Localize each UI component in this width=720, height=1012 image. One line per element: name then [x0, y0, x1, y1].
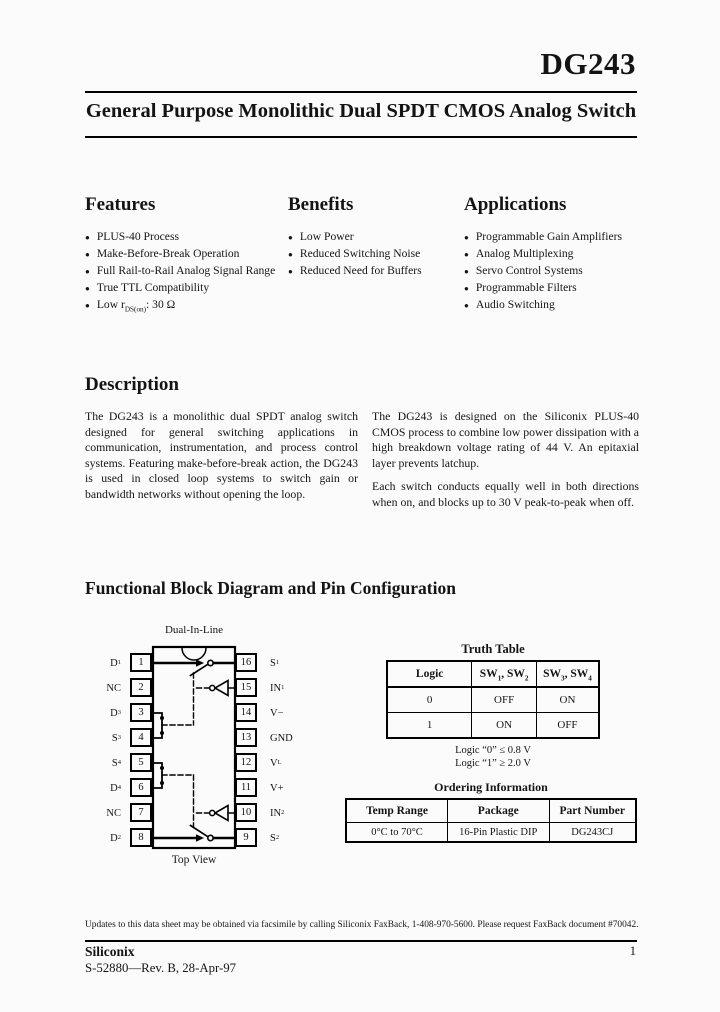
- table-header-cell: Logic: [387, 661, 472, 687]
- table-header-cell: $SW_3$, $SW_4$: [536, 661, 599, 687]
- pin-label: V+: [270, 782, 284, 794]
- bullet-icon: ●: [464, 284, 469, 293]
- bullet-item-label: Analog Multiplexing: [475, 247, 574, 260]
- pin-labels-right: [270, 653, 300, 853]
- pin-box: 12: [235, 753, 257, 772]
- bullet-item: [288, 263, 460, 280]
- pin-label: D 1: [110, 657, 121, 669]
- pin-label: S 1: [270, 657, 280, 669]
- pin-label: S 3: [111, 732, 121, 744]
- table-header-row: [346, 799, 636, 823]
- pin-labels-left: [100, 653, 121, 853]
- ordering-information-table: [345, 798, 637, 843]
- inverter-1-icon: [194, 681, 236, 696]
- pin-box: 10: [235, 803, 257, 822]
- pin-label: IN 1: [270, 682, 285, 694]
- bullet-icon: ●: [288, 233, 293, 242]
- truth-table-title: Truth Table: [461, 642, 525, 656]
- bullet-icon: ●: [464, 233, 469, 242]
- table-header-cell: Package: [448, 799, 550, 823]
- table-cell: OFF: [472, 687, 537, 713]
- bullet-icon: ●: [85, 301, 90, 310]
- features-list: [85, 229, 285, 314]
- pin-label: V L: [270, 757, 282, 769]
- table-cell: 16-Pin Plastic DIP: [448, 823, 550, 843]
- applications-heading: Applications: [464, 194, 567, 215]
- bullet-item-label: Servo Control Systems: [475, 264, 583, 277]
- bullet-icon: ●: [288, 267, 293, 276]
- pin-label: D 2: [110, 832, 121, 844]
- pin-box: 6: [130, 778, 152, 797]
- diagram-section-heading: Functional Block Diagram and Pin Configuration: [85, 577, 456, 598]
- pin-box: 1: [130, 653, 152, 672]
- description-column-1: [85, 409, 358, 519]
- bullet-icon: ●: [288, 250, 293, 259]
- bullet-item-label: Low Power: [299, 230, 354, 243]
- benefits-list: [288, 229, 460, 280]
- bullet-item-label: Programmable Gain Amplifiers: [475, 230, 623, 243]
- bullet-item: [85, 280, 285, 297]
- bullet-icon: ●: [85, 233, 90, 242]
- pin-label: S 2: [270, 832, 280, 844]
- document-reference: S-52880—Rev. B, 28-Apr-97: [85, 961, 237, 975]
- pin-box: 7: [130, 803, 152, 822]
- table-cell: 0: [387, 687, 472, 713]
- bullet-icon: ●: [85, 250, 90, 259]
- ordering-information-title: Ordering Information: [434, 780, 548, 794]
- features-section: [85, 194, 285, 314]
- bullet-item-label: Audio Switching: [475, 298, 555, 311]
- top-view-label: Top View: [171, 854, 217, 866]
- table-header-cell: Temp Range: [346, 799, 448, 823]
- table-header-row: [387, 661, 599, 687]
- bullet-item: [288, 229, 460, 246]
- pin-label: V−: [270, 707, 284, 719]
- bullet-item-label: Low $r_{DS(on)}$: 30 Ω: [96, 298, 176, 314]
- harness-pins-3-4: [153, 713, 194, 738]
- table-header-cell: $SW_1$, $SW_2$: [472, 661, 537, 687]
- pin-box: 9: [235, 828, 257, 847]
- description-paragraph: Each switch conducts equally well in both directions when on, and blocks up to 30 V peak-to-peak when off.: [372, 479, 639, 509]
- table-cell: DG243CJ: [549, 823, 636, 843]
- logic-0-note: Logic “0” ≤ 0.8 V: [455, 745, 531, 756]
- pin-label: NC: [106, 682, 121, 694]
- description-paragraph: The DG243 is a monolithic dual SPDT analog switch designed for general switching applications in communication, instrumentation, and process control systems. Featuring make-before-break action, the DG243 is used in closed loop systems to switch gain or bandwidth networks without opening the loop.: [85, 409, 358, 501]
- table-header-cell: Part Number: [549, 799, 636, 823]
- truth-table-notes: [386, 744, 600, 770]
- pin-box: 3: [130, 703, 152, 722]
- harness-pins-5-6: [153, 763, 194, 788]
- bullet-item: [464, 297, 650, 314]
- description-heading: Description: [85, 374, 179, 395]
- truth-table: [386, 660, 600, 739]
- pin-box: 15: [235, 678, 257, 697]
- table-cell: ON: [472, 713, 537, 739]
- pin-box: 14: [235, 703, 257, 722]
- ordering-information-block: [345, 780, 637, 843]
- pin-label: D 4: [110, 782, 121, 794]
- bullet-item: [85, 263, 285, 280]
- table-row: [387, 713, 599, 739]
- description-column-2: [372, 409, 639, 519]
- pin-boxes-left: [130, 653, 152, 853]
- bullet-icon: ●: [464, 301, 469, 310]
- table-cell: 1: [387, 713, 472, 739]
- bullet-item-label: Full Rail-to-Rail Analog Signal Range: [96, 264, 276, 277]
- table-cell: OFF: [536, 713, 599, 739]
- header-rule-top: [85, 91, 637, 93]
- part-number: DG243: [540, 46, 636, 81]
- pin-box: 13: [235, 728, 257, 747]
- table-row: [387, 687, 599, 713]
- bullet-icon: ●: [85, 284, 90, 293]
- bullet-item-label: Programmable Filters: [475, 281, 577, 294]
- table-cell: ON: [536, 687, 599, 713]
- pin-label: S 4: [111, 757, 121, 769]
- pin-box: 5: [130, 753, 152, 772]
- header-rule-bottom: [85, 136, 637, 138]
- footer-rule: [85, 940, 637, 942]
- table-row: [346, 823, 636, 843]
- bullet-item-label: Make-Before-Break Operation: [96, 247, 240, 260]
- bullet-item: [288, 246, 460, 263]
- bullet-item: [464, 263, 650, 280]
- brand-name: Siliconix: [85, 944, 135, 959]
- description-paragraph: The DG243 is designed on the Siliconix PLUS-40 CMOS process to combine low power dissipation with a high breakdown voltage rating of 44 V. An epitaxial layer prevents latchup.: [372, 409, 639, 470]
- pin-box: 8: [130, 828, 152, 847]
- bullet-item-label: PLUS-40 Process: [96, 230, 179, 243]
- bullet-icon: ●: [464, 267, 469, 276]
- pin-box: 11: [235, 778, 257, 797]
- bullet-item: [85, 246, 285, 263]
- inverter-2-icon: [194, 806, 236, 821]
- pin-label: D 3: [110, 707, 121, 719]
- page-number: 1: [629, 944, 636, 958]
- pin-boxes-right: [235, 653, 257, 853]
- truth-table-block: [386, 642, 600, 770]
- pin-label: GND: [270, 732, 293, 744]
- description-section: [85, 374, 641, 519]
- bullet-item: [85, 297, 285, 314]
- bullet-icon: ●: [85, 267, 90, 276]
- ic-notch: [182, 648, 206, 660]
- logic-1-note: Logic “1” ≥ 2.0 V: [455, 758, 531, 769]
- bullet-item-label: Reduced Need for Buffers: [299, 264, 422, 277]
- pin-label: IN 2: [270, 807, 285, 819]
- applications-list: [464, 229, 650, 314]
- bullet-item-label: True TTL Compatibility: [96, 281, 210, 294]
- benefits-heading: Benefits: [288, 194, 354, 215]
- applications-section: [464, 194, 650, 314]
- bullet-item: [464, 229, 650, 246]
- pin-label: NC: [106, 807, 121, 819]
- features-heading: Features: [85, 194, 156, 215]
- table-cell: 0°C to 70°C: [346, 823, 448, 843]
- bullet-item: [85, 229, 285, 246]
- pin-box: 16: [235, 653, 257, 672]
- switch-2: [153, 826, 235, 842]
- bullet-item: [464, 246, 650, 263]
- pin-box: 2: [130, 678, 152, 697]
- benefits-section: [288, 194, 460, 280]
- bullet-item-label: Reduced Switching Noise: [299, 247, 421, 260]
- pin-configuration-diagram: [100, 618, 300, 880]
- bullet-icon: ●: [464, 250, 469, 259]
- package-label: Dual-In-Line: [164, 624, 224, 636]
- faxback-note: Updates to this data sheet may be obtained via facsimile by calling Siliconix FaxBack, 1-408-970-5600. Please request FaxBack document #70042.: [85, 920, 639, 930]
- bullet-item: [464, 280, 650, 297]
- page-title: General Purpose Monolithic Dual SPDT CMOS Analog Switch: [85, 100, 637, 122]
- pin-box: 4: [130, 728, 152, 747]
